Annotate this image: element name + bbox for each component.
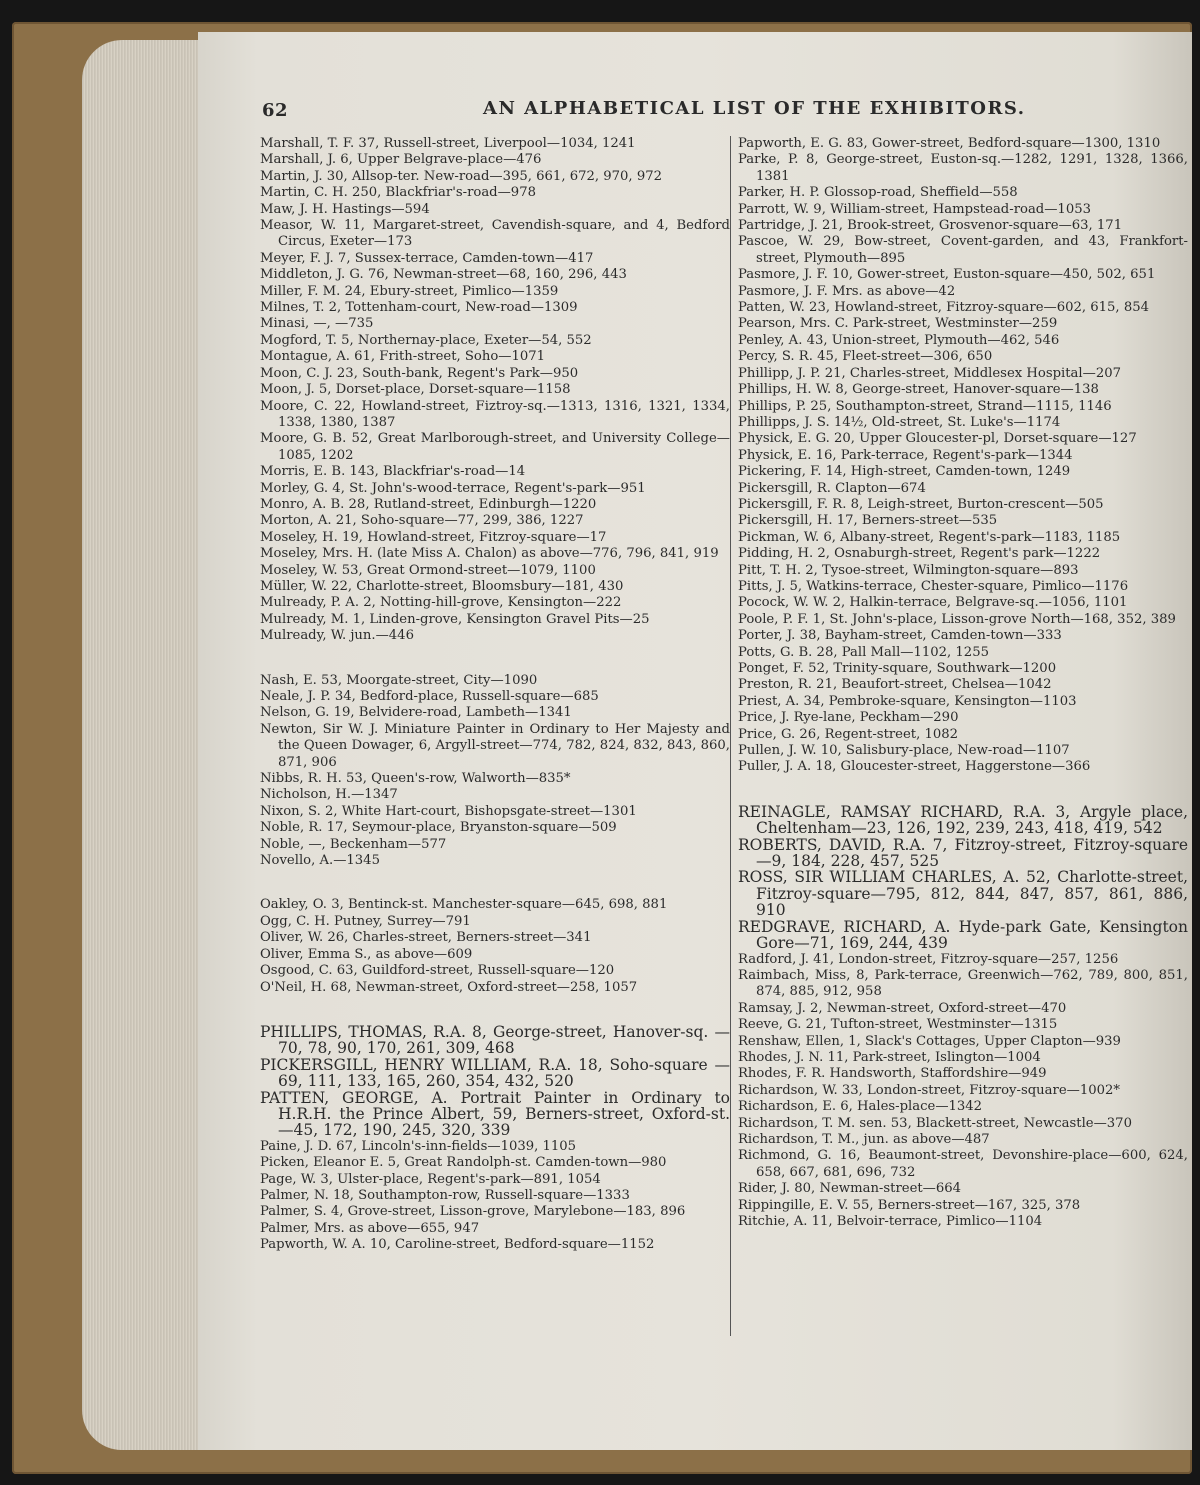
exhibitor-entry: Minasi, —, —735 <box>260 316 374 332</box>
left-column <box>260 136 730 1254</box>
exhibitor-entry: Pickersgill, R. Clapton—674 <box>738 480 926 496</box>
exhibitor-entry: Papworth, W. A. 10, Caroline-street, Bedford-square—1152 <box>260 1237 655 1253</box>
exhibitor-entry: Porter, J. 38, Bayham-street, Camden-town—333 <box>738 628 1062 644</box>
exhibitor-entry: Maw, J. H. Hastings—594 <box>260 201 430 217</box>
exhibitor-entry: Phillips, H. W. 8, George-street, Hanover-square—138 <box>738 382 1099 398</box>
exhibitor-entry: Pearson, Mrs. C. Park-street, Westminster—259 <box>738 316 1058 332</box>
right-column <box>738 136 1188 1230</box>
exhibitor-entry: Palmer, S. 4, Grove-street, Lisson-grove, Marylebone—183, 896 <box>260 1204 686 1220</box>
exhibitor-entry: Physick, E. G. 20, Upper Gloucester-pl, Dorset-square—127 <box>738 431 1137 447</box>
exhibitor-entry: Rippingille, E. V. 55, Berners-street—167, 325, 378 <box>738 1197 1081 1213</box>
exhibitor-entry: Noble, —, Beckenham—577 <box>260 836 447 852</box>
exhibitor-entry: Nixon, S. 2, White Hart-court, Bishopsgate-street—1301 <box>260 803 637 819</box>
exhibitor-entry: Phillipp, J. P. 21, Charles-street, Middlesex Hospital—207 <box>738 365 1121 381</box>
exhibitor-entry: Page, W. 3, Ulster-place, Regent's-park—891, 1054 <box>260 1171 601 1187</box>
exhibitor-entry: Nibbs, R. H. 53, Queen's-row, Walworth—835* <box>260 771 571 787</box>
section-gap <box>260 996 730 1024</box>
section-gap <box>260 869 730 897</box>
exhibitor-entry: Pickering, F. 14, High-street, Camden-town, 1249 <box>738 464 1071 480</box>
exhibitor-entry: Morton, A. 21, Soho-square—77, 299, 386, 1227 <box>260 513 584 529</box>
exhibitor-entry: Pullen, J. W. 10, Salisbury-place, New-road—1107 <box>738 743 1070 759</box>
exhibitor-entry: Mogford, T. 5, Northernay-place, Exeter—54, 552 <box>260 332 592 348</box>
exhibitor-entry: Moon, C. J. 23, South-bank, Regent's Park—950 <box>260 365 579 381</box>
exhibitor-entry: Parker, H. P. Glossop-road, Sheffield—558 <box>738 185 1018 201</box>
book-page <box>198 32 1192 1450</box>
exhibitor-entry: Pascoe, W. 29, Bow-street, Covent-garden, and 43, Frankfort-street, Plymouth—895 <box>738 234 1188 266</box>
academician-entry: REINAGLE, RAMSAY RICHARD, R.A. 3, Argyle place, Cheltenham—23, 126, 192, 239, 243, 418, 419, 542 <box>738 802 1188 838</box>
exhibitor-entry: Neale, J. P. 34, Bedford-place, Russell-square—685 <box>260 689 599 704</box>
exhibitor-entry: Mulready, M. 1, Linden-grove, Kensington Gravel Pits—25 <box>260 611 650 627</box>
exhibitor-entry: Noble, R. 17, Seymour-place, Bryanston-square—509 <box>260 820 617 836</box>
academician-entry: PHILLIPS, THOMAS, R.A. 8, George-street, Hanover-sq. —70, 78, 90, 170, 261, 309, 468 <box>260 1022 730 1058</box>
exhibitor-entry: Phillips, P. 25, Southampton-street, Strand—1115, 1146 <box>738 398 1112 414</box>
exhibitor-entry: Rhodes, F. R. Handsworth, Staffordshire—949 <box>738 1066 1047 1082</box>
academician-entry: ROBERTS, DAVID, R.A. 7, Fitzroy-street, Fitzroy-square—9, 184, 228, 457, 525 <box>738 835 1188 871</box>
exhibitor-entry: Paine, J. D. 67, Lincoln's-inn-fields—1039, 1105 <box>260 1138 577 1154</box>
exhibitor-entry: Martin, J. 30, Allsop-ter. New-road—395, 661, 672, 970, 972 <box>260 168 662 184</box>
exhibitor-entry: Nash, E. 53, Moorgate-street, City—1090 <box>260 672 538 688</box>
exhibitor-entry: Patten, W. 23, Howland-street, Fitzroy-square—602, 615, 854 <box>738 300 1149 316</box>
column-divider <box>730 136 731 1336</box>
exhibitor-entry: Richardson, T. M. sen. 53, Blackett-street, Newcastle—370 <box>738 1115 1132 1131</box>
academician-entry: PATTEN, GEORGE, A. Portrait Painter in Ordinary to H.R.H. the Prince Albert, 59, Berners-street, Oxford-st. —45, 172, 190, 245, 320, 339 <box>260 1088 730 1140</box>
exhibitor-entry: Nicholson, H.—1347 <box>260 787 398 803</box>
exhibitor-entry: Rider, J. 80, Newman-street—664 <box>738 1181 962 1197</box>
exhibitor-entry: Physick, E. 16, Park-terrace, Regent's-park—1344 <box>738 447 1073 463</box>
academician-entry: REDGRAVE, RICHARD, A. Hyde-park Gate, Kensington Gore—71, 169, 244, 439 <box>738 917 1188 953</box>
exhibitor-entry: Ramsay, J. 2, Newman-street, Oxford-street—470 <box>738 1000 1067 1016</box>
page-number: 62 <box>262 100 289 121</box>
exhibitor-entry: Preston, R. 21, Beaufort-street, Chelsea—1042 <box>738 677 1052 693</box>
exhibitor-entry: Montague, A. 61, Frith-street, Soho—1071 <box>260 349 546 365</box>
exhibitor-entry: Richardson, T. M., jun. as above—487 <box>738 1131 990 1147</box>
exhibitor-entry: Milnes, T. 2, Tottenham-court, New-road—1309 <box>260 300 578 316</box>
exhibitor-entry: Radford, J. 41, London-street, Fitzroy-square—257, 1256 <box>738 951 1119 967</box>
exhibitor-entry: Moon, J. 5, Dorset-place, Dorset-square—1158 <box>260 382 571 398</box>
exhibitor-entry: Nelson, G. 19, Belvidere-road, Lambeth—1341 <box>260 705 572 721</box>
exhibitor-entry: Oliver, Emma S., as above—609 <box>260 946 473 962</box>
exhibitor-entry: Müller, W. 22, Charlotte-street, Bloomsbury—181, 430 <box>260 578 624 594</box>
exhibitor-entry: Priest, A. 34, Pembroke-square, Kensington—1103 <box>738 693 1077 709</box>
exhibitor-entry: Mulready, P. A. 2, Notting-hill-grove, Kensington—222 <box>260 595 622 611</box>
exhibitor-entry: Miller, F. M. 24, Ebury-street, Pimlico—1359 <box>260 283 559 299</box>
exhibitor-entry: Oakley, O. 3, Bentinck-st. Manchester-square—645, 698, 881 <box>260 897 668 913</box>
exhibitor-entry: Penley, A. 43, Union-street, Plymouth—462, 546 <box>738 332 1060 348</box>
exhibitor-entry: Parrott, W. 9, William-street, Hampstead-road—1053 <box>738 201 1091 217</box>
exhibitor-entry: Morris, E. B. 143, Blackfriar's-road—14 <box>260 464 526 480</box>
exhibitor-entry: Pidding, H. 2, Osnaburgh-street, Regent's park—1222 <box>738 546 1101 562</box>
exhibitor-entry: Pasmore, J. F. Mrs. as above—42 <box>738 283 956 299</box>
exhibitor-entry: Ritchie, A. 11, Belvoir-terrace, Pimlico—1104 <box>738 1214 1043 1229</box>
exhibitor-entry: Marshall, T. F. 37, Russell-street, Liverpool—1034, 1241 <box>260 136 636 151</box>
section-gap <box>260 645 730 673</box>
exhibitor-entry: Reeve, G. 21, Tufton-street, Westminster—1315 <box>738 1017 1058 1033</box>
exhibitor-entry: Moseley, H. 19, Howland-street, Fitzroy-square—17 <box>260 529 607 545</box>
page-edges <box>82 40 202 1450</box>
exhibitor-entry: Price, J. Rye-lane, Peckham—290 <box>738 710 959 726</box>
exhibitor-entry: Pickersgill, F. R. 8, Leigh-street, Burton-crescent—505 <box>738 496 1104 512</box>
exhibitor-entry: Osgood, C. 63, Guildford-street, Russell-square—120 <box>260 963 615 979</box>
exhibitor-entry: Richardson, W. 33, London-street, Fitzroy-square—1002* <box>738 1082 1120 1098</box>
exhibitor-entry: Pickman, W. 6, Albany-street, Regent's-park—1183, 1185 <box>738 529 1121 545</box>
exhibitor-entry: Poole, P. F. 1, St. John's-place, Lisson-grove North—168, 352, 389 <box>738 611 1176 627</box>
exhibitor-entry: Ogg, C. H. Putney, Surrey—791 <box>260 913 471 929</box>
academician-entry: ROSS, SIR WILLIAM CHARLES, A. 52, Charlotte-street, Fitzroy-square—795, 812, 844, 847, 857, 861, 886, 910 <box>738 868 1188 920</box>
exhibitor-entry: Oliver, W. 26, Charles-street, Berners-street—341 <box>260 930 592 946</box>
exhibitor-entry: Palmer, N. 18, Southampton-row, Russell-square—1333 <box>260 1187 630 1203</box>
exhibitor-entry: Morley, G. 4, St. John's-wood-terrace, Regent's-park—951 <box>260 480 646 496</box>
exhibitor-entry: Meyer, F. J. 7, Sussex-terrace, Camden-town—417 <box>260 250 594 266</box>
exhibitor-entry: Marshall, J. 6, Upper Belgrave-place—476 <box>260 152 542 168</box>
section-gap <box>738 776 1188 804</box>
page-title: AN ALPHABETICAL LIST OF THE EXHIBITORS. <box>483 98 1026 119</box>
exhibitor-entry: Pitts, J. 5, Watkins-terrace, Chester-square, Pimlico—1176 <box>738 578 1129 594</box>
exhibitor-entry: Rhodes, J. N. 11, Park-street, Islington—1004 <box>738 1049 1041 1065</box>
exhibitor-entry: Moseley, W. 53, Great Ormond-street—1079, 1100 <box>260 562 596 578</box>
exhibitor-entry: Monro, A. B. 28, Rutland-street, Edinburgh—1220 <box>260 496 597 512</box>
exhibitor-entry: Renshaw, Ellen, 1, Slack's Cottages, Upper Clapton—939 <box>738 1033 1121 1049</box>
exhibitor-entry: Palmer, Mrs. as above—655, 947 <box>260 1220 480 1236</box>
exhibitor-entry: Picken, Eleanor E. 5, Great Randolph-st. Camden-town—980 <box>260 1155 667 1171</box>
exhibitor-entry: Price, G. 26, Regent-street, 1082 <box>738 726 959 742</box>
exhibitor-entry: Partridge, J. 21, Brook-street, Grosvenor-square—63, 171 <box>738 218 1123 234</box>
exhibitor-entry: Potts, G. B. 28, Pall Mall—1102, 1255 <box>738 644 989 660</box>
exhibitor-entry: Papworth, E. G. 83, Gower-street, Bedford-square—1300, 1310 <box>738 136 1161 151</box>
exhibitor-entry: Novello, A.—1345 <box>260 853 380 869</box>
exhibitor-entry: Richmond, G. 16, Beaumont-street, Devonshire-place—600, 624, 658, 667, 681, 696, 732 <box>738 1148 1188 1180</box>
exhibitor-entry: O'Neil, H. 68, Newman-street, Oxford-street—258, 1057 <box>260 979 638 995</box>
exhibitor-entry: Moore, G. B. 52, Great Marlborough-street, and University College—1085, 1202 <box>260 431 730 463</box>
exhibitor-entry: Middleton, J. G. 76, Newman-street—68, 160, 296, 443 <box>260 267 627 283</box>
exhibitor-entry: Mulready, W. jun.—446 <box>260 628 414 644</box>
exhibitor-entry: Martin, C. H. 250, Blackfriar's-road—978 <box>260 185 536 201</box>
exhibitor-entry: Ponget, F. 52, Trinity-square, Southwark—1200 <box>738 661 1057 676</box>
exhibitor-entry: Newton, Sir W. J. Miniature Painter in Ordinary to Her Majesty and the Queen Dowager, 6, Argyll-street—774, 782, 824, 832, 843, 860, 871, 906 <box>260 721 730 770</box>
exhibitor-entry: Phillipps, J. S. 14½, Old-street, St. Luke's—1174 <box>738 414 1061 430</box>
exhibitor-entry: Measor, W. 11, Margaret-street, Cavendish-square, and 4, Bedford Circus, Exeter—173 <box>260 218 730 250</box>
exhibitor-entry: Moore, C. 22, Howland-street, Fiztroy-sq.—1313, 1316, 1321, 1334, 1338, 1380, 1387 <box>260 398 730 430</box>
exhibitor-entry: Parke, P. 8, George-street, Euston-sq.—1282, 1291, 1328, 1366, 1381 <box>738 152 1188 184</box>
exhibitor-entry: Pitt, T. H. 2, Tysoe-street, Wilmington-square—893 <box>738 562 1079 578</box>
exhibitor-entry: Puller, J. A. 18, Gloucester-street, Haggerstone—366 <box>738 759 1091 775</box>
exhibitor-entry: Pickersgill, H. 17, Berners-street—535 <box>738 513 998 529</box>
exhibitor-entry: Pasmore, J. F. 10, Gower-street, Euston-square—450, 502, 651 <box>738 267 1156 283</box>
exhibitor-entry: Moseley, Mrs. H. (late Miss A. Chalon) as above—776, 796, 841, 919 <box>260 546 719 562</box>
exhibitor-entry: Richardson, E. 6, Hales-place—1342 <box>738 1099 983 1115</box>
exhibitor-entry: Raimbach, Miss, 8, Park-terrace, Greenwich—762, 789, 800, 851, 874, 885, 912, 958 <box>738 967 1188 1000</box>
exhibitor-entry: Pocock, W. W. 2, Halkin-terrace, Belgrave-sq.—1056, 1101 <box>738 595 1128 611</box>
academician-entry: PICKERSGILL, HENRY WILLIAM, R.A. 18, Soho-square —69, 111, 133, 165, 260, 354, 432, 520 <box>260 1055 730 1091</box>
exhibitor-entry: Percy, S. R. 45, Fleet-street—306, 650 <box>738 349 993 365</box>
